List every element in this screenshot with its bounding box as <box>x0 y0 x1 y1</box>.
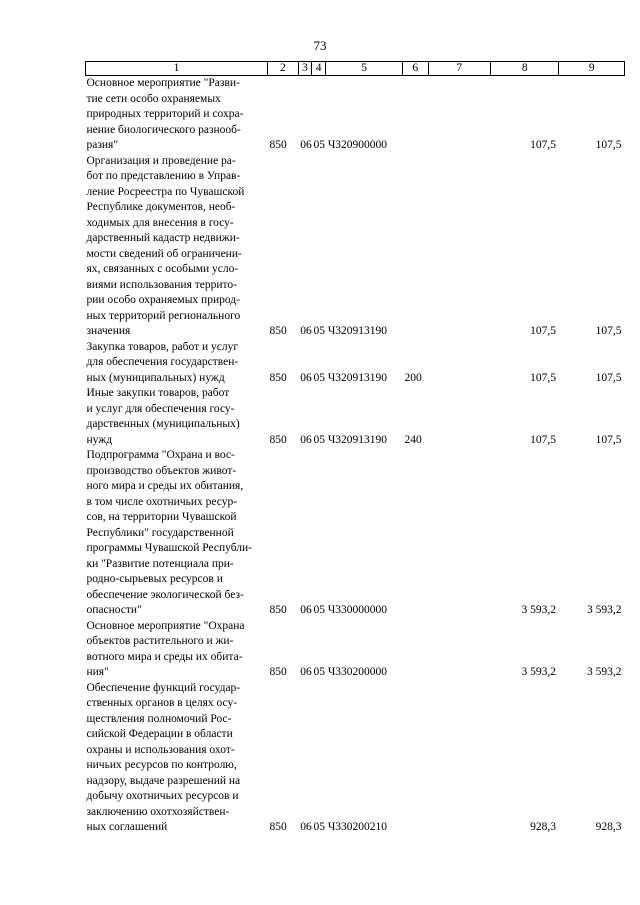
header-cell: 6 <box>403 62 429 76</box>
expense-type-code <box>403 76 429 154</box>
table-body <box>86 76 625 836</box>
description-line: в том числе охотничьих ресур- <box>86 495 238 508</box>
description-line: ях, связанных с особыми усло- <box>86 263 239 275</box>
target-article-code: Ч320900000 <box>327 139 388 151</box>
description-line: сов, на территории Чувашской <box>86 511 237 523</box>
description-line: надзору, выдаче разрешений на <box>86 774 241 787</box>
description-line: мости сведений об ограничени- <box>86 247 242 260</box>
expense-type-code <box>403 448 429 619</box>
description-line: Закупка товаров, работ и услуг <box>86 340 239 353</box>
column-7-value <box>428 76 490 154</box>
column-9-value: 3 593,2 <box>587 666 622 678</box>
description-line: Основное мероприятие "Охрана <box>86 619 245 632</box>
column-9-value: 3 593,2 <box>587 604 622 616</box>
ministry-code: 850 <box>269 325 287 337</box>
description-line: значения <box>86 325 131 337</box>
ministry-code: 850 <box>269 604 287 616</box>
target-article-code: Ч330200000 <box>327 666 388 678</box>
description-line: Республике документов, необ- <box>86 201 236 213</box>
row-description <box>86 154 268 340</box>
page-number: 73 <box>313 38 327 53</box>
description-line: природных территорий и сохра- <box>86 108 244 120</box>
description-line: нужд <box>86 433 113 446</box>
target-article-code: Ч320913190 <box>327 371 388 384</box>
header-cell: 4 <box>312 62 326 76</box>
table-row <box>86 76 625 154</box>
description-line: ных соглашений <box>86 821 168 833</box>
description-line: ных (муниципальных) нужд <box>86 371 225 384</box>
table-row <box>86 154 625 340</box>
ministry-code: 850 <box>269 371 287 384</box>
column-8-value: 107,5 <box>530 371 556 384</box>
table-row <box>86 681 625 836</box>
header-cell: 9 <box>559 62 625 76</box>
description-line: Республики" государственной <box>86 526 234 539</box>
budget-table <box>85 61 625 836</box>
column-7-value <box>428 448 490 619</box>
column-8-value: 107,5 <box>530 325 556 337</box>
column-7-value <box>428 386 490 448</box>
header-cell: 2 <box>268 62 299 76</box>
section-code: 06 <box>300 139 312 151</box>
description-line: Иные закупки товаров, работ <box>86 387 230 399</box>
column-8-value: 107,5 <box>530 433 556 446</box>
ministry-code: 850 <box>269 821 287 833</box>
description-line: ление Росреестра по Чувашской <box>86 185 245 198</box>
subsection-code: 05 <box>313 821 325 833</box>
section-code: 06 <box>300 325 312 337</box>
header-cell: 3 <box>298 62 311 76</box>
target-article-code: Ч330000000 <box>327 604 388 616</box>
subsection-code: 05 <box>313 139 325 151</box>
expense-type-code: 200 <box>404 371 422 384</box>
subsection-code: 05 <box>313 325 325 337</box>
section-code: 06 <box>300 604 312 616</box>
subsection-code: 05 <box>313 433 325 446</box>
description-line: разия" <box>86 139 119 151</box>
column-7-value <box>428 681 490 836</box>
description-line: Подпрограмма "Охрана и вос- <box>86 449 235 461</box>
row-description <box>86 340 268 387</box>
column-8-value: 3 593,2 <box>521 666 556 678</box>
description-line: производство объектов живот- <box>86 464 237 477</box>
description-line: ничьих ресурсов по контролю, <box>86 759 237 771</box>
description-line: заключению охотхозяйствен- <box>86 805 230 818</box>
description-line: сийской Федерации в области <box>86 728 233 740</box>
description-line: ществления полномочий Рос- <box>86 712 232 725</box>
ministry-code: 850 <box>269 139 287 151</box>
description-line: ных территорий регионального <box>86 309 241 322</box>
description-line: ственных органов в целях осу- <box>86 697 238 709</box>
section-code: 06 <box>300 821 312 833</box>
subsection-code: 05 <box>313 666 325 678</box>
expense-type-code <box>403 619 429 681</box>
row-description <box>86 386 268 448</box>
description-line: нение биологического разнооб- <box>86 123 241 136</box>
section-code: 06 <box>300 371 312 384</box>
column-8-value: 3 593,2 <box>521 604 556 616</box>
column-7-value <box>428 340 490 387</box>
table-row <box>86 619 625 681</box>
description-line: Обеспечение функций государ- <box>86 681 241 694</box>
section-code: 06 <box>300 433 312 446</box>
column-9-value: 107,5 <box>595 371 622 384</box>
description-line: ного мира и среды их обитания, <box>86 480 244 492</box>
table-row <box>86 386 625 448</box>
column-9-value: 107,5 <box>595 139 622 151</box>
description-line: добычу охотничьих ресурсов и <box>86 790 239 802</box>
description-line: вотного мира и среды их обита- <box>86 650 243 663</box>
description-line: ния" <box>86 666 109 678</box>
column-9-value: 928,3 <box>595 821 622 833</box>
expense-type-code <box>403 154 429 340</box>
row-description <box>86 76 268 154</box>
target-article-code: Ч330200210 <box>327 821 388 833</box>
description-line: обеспечение экологической без- <box>86 588 244 601</box>
row-description <box>86 448 268 619</box>
section-code: 06 <box>300 666 312 678</box>
expense-type-code: 240 <box>404 433 422 446</box>
description-line: Основное мероприятие "Разви- <box>86 77 240 89</box>
description-line: ки "Развитие потенциала при- <box>86 557 234 570</box>
target-article-code: Ч320913190 <box>327 433 388 446</box>
description-line: объектов растительного и жи- <box>86 635 234 647</box>
column-7-value <box>428 619 490 681</box>
description-line: дарственный кадастр недвижи- <box>86 232 240 244</box>
header-cell: 5 <box>326 62 403 76</box>
header-cell: 7 <box>428 62 490 76</box>
subsection-code: 05 <box>313 371 325 384</box>
subsection-code: 05 <box>313 604 325 616</box>
column-9-value: 107,5 <box>595 433 622 446</box>
description-line: рии особо охраняемых природ- <box>86 294 240 306</box>
column-7-value <box>428 154 490 340</box>
row-description <box>86 681 268 836</box>
description-line: для обеспечения государствен- <box>86 356 239 368</box>
table-row <box>86 448 625 619</box>
table-row <box>86 340 625 387</box>
header-row <box>86 62 625 76</box>
description-line: опасности" <box>86 604 142 616</box>
description-line: ходимых для внесения в госу- <box>86 216 234 229</box>
column-8-value: 107,5 <box>530 139 556 151</box>
description-line: бот по представлению в Управ- <box>86 170 241 182</box>
description-line: дарственных (муниципальных) <box>86 418 240 430</box>
description-line: Организация и проведение ра- <box>86 154 236 167</box>
description-line: виями использования террито- <box>86 278 237 291</box>
description-line: и услуг для обеспечения госу- <box>86 402 235 415</box>
target-article-code: Ч320913190 <box>327 325 388 337</box>
description-line: программы Чувашской Республи- <box>86 542 253 554</box>
description-line: тие сети особо охраняемых <box>86 92 221 105</box>
description-line: родно-сырьевых ресурсов и <box>86 573 223 585</box>
header-cell: 8 <box>490 62 559 76</box>
column-9-value: 107,5 <box>595 325 622 337</box>
header-cell: 1 <box>86 62 268 76</box>
description-line: охраны и использования охот- <box>86 743 235 756</box>
ministry-code: 850 <box>269 433 287 446</box>
ministry-code: 850 <box>269 666 287 678</box>
expense-type-code <box>403 681 429 836</box>
row-description <box>86 619 268 681</box>
column-8-value: 928,3 <box>530 821 556 833</box>
